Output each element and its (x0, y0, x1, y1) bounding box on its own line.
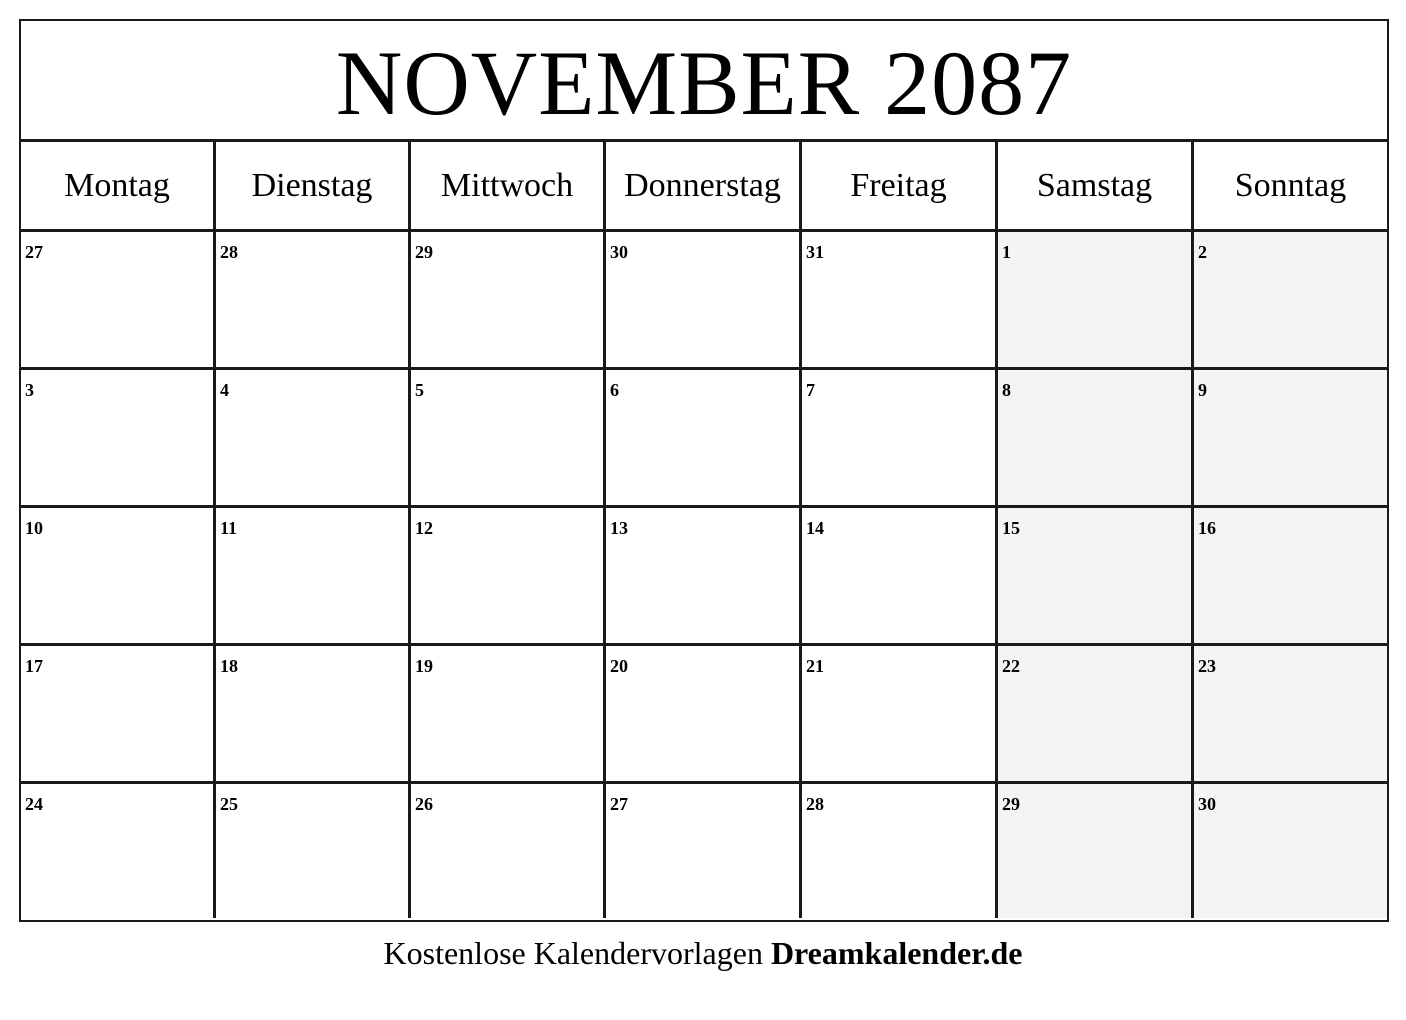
day-number: 17 (25, 656, 43, 676)
day-cell (411, 784, 606, 918)
weekend-day-cell (998, 508, 1194, 646)
day-cell (802, 370, 998, 508)
day-number: 31 (806, 242, 824, 262)
weekend-day-cell (998, 646, 1194, 784)
weekday-header: Mittwoch (411, 142, 606, 232)
weekday-header: Montag (21, 142, 216, 232)
day-number: 24 (25, 794, 43, 814)
day-number: 15 (1002, 518, 1020, 538)
day-number: 26 (415, 794, 433, 814)
day-number: 27 (25, 242, 43, 262)
calendar (19, 19, 1389, 922)
month-title: NOVEMBER 2087 (335, 32, 1073, 134)
day-cell (411, 232, 606, 370)
day-number: 23 (1198, 656, 1216, 676)
day-number: 29 (415, 242, 433, 262)
day-number: 3 (25, 380, 34, 400)
day-cell (216, 232, 411, 370)
day-number: 4 (220, 380, 229, 400)
weekend-day-cell (998, 370, 1194, 508)
footer-brand: Dreamkalender.de (770, 935, 1023, 971)
weekend-day-cell (1194, 646, 1387, 784)
day-number: 9 (1198, 380, 1207, 400)
day-number: 29 (1002, 794, 1020, 814)
day-number: 19 (415, 656, 433, 676)
day-cell (802, 232, 998, 370)
weekday-header: Donnerstag (606, 142, 802, 232)
day-cell (802, 646, 998, 784)
day-number: 16 (1198, 518, 1216, 538)
day-number: 1 (1002, 242, 1011, 262)
day-cell (606, 646, 802, 784)
footer (0, 935, 1406, 972)
weekend-day-cell (1194, 370, 1387, 508)
weekday-header: Sonntag (1194, 142, 1387, 232)
day-number: 14 (806, 518, 824, 538)
day-number: 28 (220, 242, 238, 262)
day-number: 21 (806, 656, 824, 676)
day-cell (21, 508, 216, 646)
day-cell (411, 370, 606, 508)
day-cell (411, 508, 606, 646)
day-cell (216, 508, 411, 646)
day-number: 30 (610, 242, 628, 262)
day-number: 7 (806, 380, 815, 400)
day-number: 12 (415, 518, 433, 538)
day-cell (216, 784, 411, 918)
day-cell (606, 232, 802, 370)
day-number: 11 (220, 518, 238, 538)
title-row (21, 21, 1387, 142)
weekday-header: Dienstag (216, 142, 411, 232)
weekend-day-cell (1194, 232, 1387, 370)
weekend-day-cell (998, 232, 1194, 370)
day-cell (411, 646, 606, 784)
day-cell (606, 370, 802, 508)
day-number: 10 (25, 518, 43, 538)
day-number: 30 (1198, 794, 1216, 814)
day-number: 13 (610, 518, 628, 538)
day-cell (216, 646, 411, 784)
day-cell (21, 370, 216, 508)
day-number: 25 (220, 794, 238, 814)
day-number: 28 (806, 794, 824, 814)
day-cell (606, 784, 802, 918)
day-cell (21, 646, 216, 784)
weekend-day-cell (998, 784, 1194, 918)
weekday-header: Freitag (802, 142, 998, 232)
day-number: 5 (415, 380, 424, 400)
day-number: 20 (610, 656, 628, 676)
day-number: 6 (610, 380, 619, 400)
day-cell (606, 508, 802, 646)
day-number: 8 (1002, 380, 1011, 400)
calendar-grid (21, 142, 1387, 918)
day-cell (21, 232, 216, 370)
weekday-header: Samstag (998, 142, 1194, 232)
day-number: 27 (610, 794, 628, 814)
day-number: 2 (1198, 242, 1207, 262)
day-cell (802, 784, 998, 918)
weekend-day-cell (1194, 784, 1387, 918)
day-cell (216, 370, 411, 508)
weekend-day-cell (1194, 508, 1387, 646)
footer-text: Kostenlose Kalendervorlagen (383, 935, 763, 971)
day-number: 22 (1002, 656, 1020, 676)
day-cell (21, 784, 216, 918)
day-number: 18 (220, 656, 238, 676)
day-cell (802, 508, 998, 646)
